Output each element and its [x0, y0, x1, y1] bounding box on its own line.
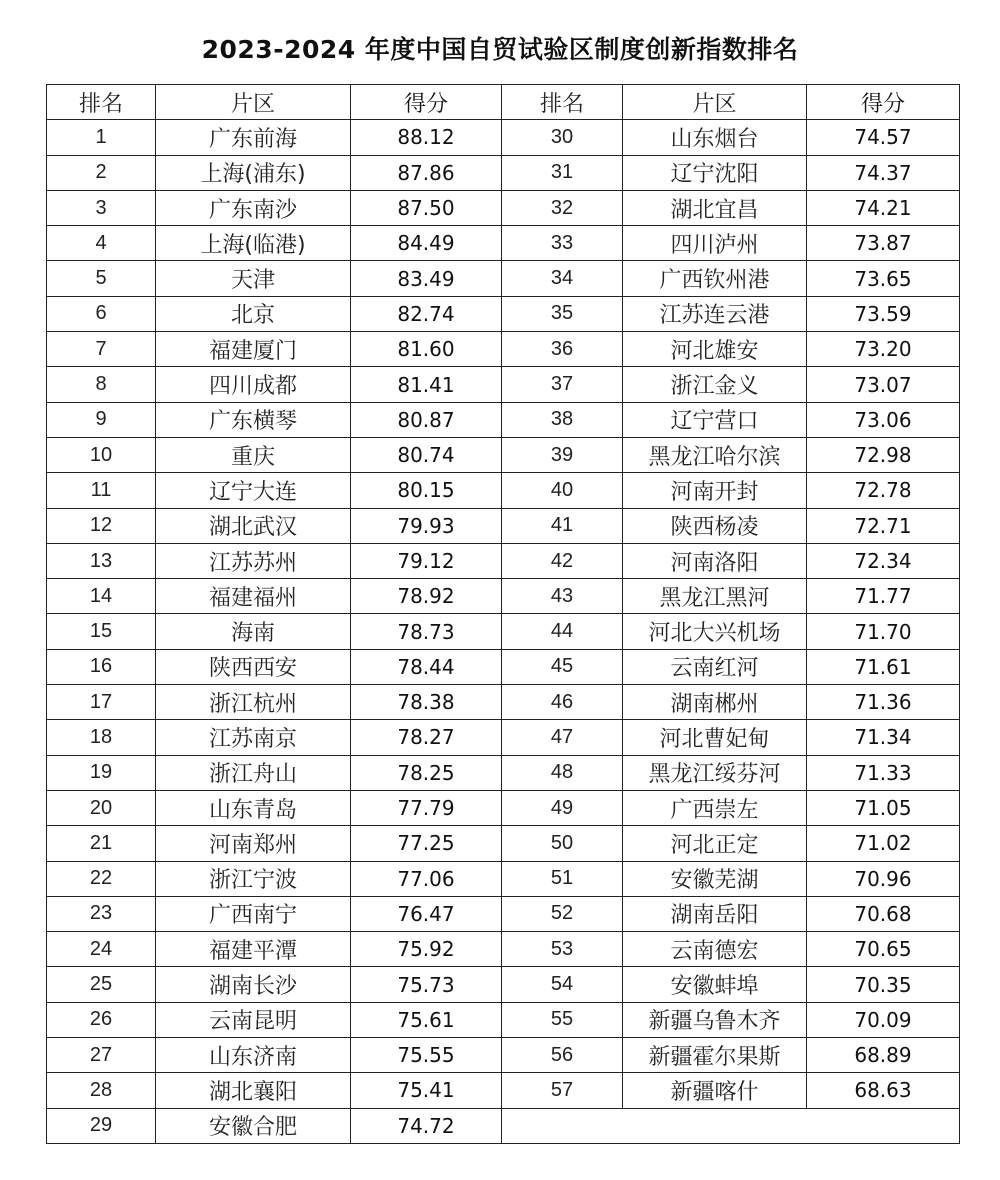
rank-cell: 4: [47, 226, 156, 261]
zone-name-cell: 湖北襄阳: [156, 1073, 351, 1108]
zone-name-cell: 广西崇左: [623, 790, 807, 825]
table-row: [47, 755, 960, 790]
table-row: [47, 508, 960, 543]
score-cell: 75.55: [351, 1038, 502, 1073]
score-cell: 70.68: [807, 896, 960, 931]
table-header-row: [47, 85, 960, 120]
table-row: [47, 367, 960, 402]
zone-name-cell: 山东烟台: [623, 120, 807, 155]
score-cell: 71.05: [807, 790, 960, 825]
zone-name-cell: 河北曹妃甸: [623, 720, 807, 755]
score-cell: 88.12: [351, 120, 502, 155]
rank-cell: 15: [47, 614, 156, 649]
score-cell: 73.07: [807, 367, 960, 402]
zone-name-cell: 重庆: [156, 437, 351, 472]
score-cell: 73.65: [807, 261, 960, 296]
rank-cell: 14: [47, 579, 156, 614]
zone-name-cell: 安徽合肥: [156, 1108, 351, 1143]
rank-cell: 31: [502, 155, 623, 190]
score-cell: 71.33: [807, 755, 960, 790]
table-row: [47, 614, 960, 649]
zone-name-cell: 湖南岳阳: [623, 896, 807, 931]
header-rank-right: 排名: [502, 85, 623, 120]
table-row: [47, 543, 960, 578]
zone-name-cell: 湖北武汉: [156, 508, 351, 543]
score-cell: 87.50: [351, 190, 502, 225]
table-row: [47, 437, 960, 472]
zone-name-cell: 陕西西安: [156, 649, 351, 684]
rank-cell: 51: [502, 861, 623, 896]
zone-name-cell: 辽宁大连: [156, 473, 351, 508]
zone-name-cell: 福建福州: [156, 579, 351, 614]
rank-cell: 45: [502, 649, 623, 684]
header-zone-left: 片区: [156, 85, 351, 120]
zone-name-cell: 河北正定: [623, 826, 807, 861]
empty-cell: [502, 1108, 960, 1143]
rank-cell: 8: [47, 367, 156, 402]
zone-name-cell: 上海(临港): [156, 226, 351, 261]
score-cell: 78.92: [351, 579, 502, 614]
table-row: [47, 155, 960, 190]
score-cell: 75.73: [351, 967, 502, 1002]
zone-name-cell: 北京: [156, 296, 351, 331]
score-cell: 78.73: [351, 614, 502, 649]
rank-cell: 50: [502, 826, 623, 861]
table-row: [47, 296, 960, 331]
rank-cell: 28: [47, 1073, 156, 1108]
zone-name-cell: 浙江杭州: [156, 685, 351, 720]
zone-name-cell: 河北雄安: [623, 332, 807, 367]
rank-cell: 9: [47, 402, 156, 437]
score-cell: 73.06: [807, 402, 960, 437]
rank-cell: 56: [502, 1038, 623, 1073]
table-row: [47, 332, 960, 367]
zone-name-cell: 四川泸州: [623, 226, 807, 261]
zone-name-cell: 上海(浦东): [156, 155, 351, 190]
score-cell: 70.35: [807, 967, 960, 1002]
score-cell: 87.86: [351, 155, 502, 190]
score-cell: 80.15: [351, 473, 502, 508]
rank-cell: 35: [502, 296, 623, 331]
zone-name-cell: 广东横琴: [156, 402, 351, 437]
score-cell: 73.59: [807, 296, 960, 331]
score-cell: 80.74: [351, 437, 502, 472]
score-cell: 73.20: [807, 332, 960, 367]
score-cell: 71.36: [807, 685, 960, 720]
zone-name-cell: 山东青岛: [156, 790, 351, 825]
score-cell: 72.34: [807, 543, 960, 578]
score-cell: 79.12: [351, 543, 502, 578]
rank-cell: 53: [502, 932, 623, 967]
rank-cell: 43: [502, 579, 623, 614]
table-row: [47, 190, 960, 225]
table-row: [47, 649, 960, 684]
zone-name-cell: 安徽蚌埠: [623, 967, 807, 1002]
table-row: [47, 402, 960, 437]
rank-cell: 13: [47, 543, 156, 578]
zone-name-cell: 江苏南京: [156, 720, 351, 755]
zone-name-cell: 黑龙江哈尔滨: [623, 437, 807, 472]
rank-cell: 44: [502, 614, 623, 649]
header-rank-left: 排名: [47, 85, 156, 120]
zone-name-cell: 福建厦门: [156, 332, 351, 367]
rank-cell: 30: [502, 120, 623, 155]
rank-cell: 48: [502, 755, 623, 790]
score-cell: 71.34: [807, 720, 960, 755]
rank-cell: 3: [47, 190, 156, 225]
zone-name-cell: 辽宁沈阳: [623, 155, 807, 190]
rank-cell: 40: [502, 473, 623, 508]
zone-name-cell: 四川成都: [156, 367, 351, 402]
rank-cell: 16: [47, 649, 156, 684]
zone-name-cell: 辽宁营口: [623, 402, 807, 437]
zone-name-cell: 浙江宁波: [156, 861, 351, 896]
zone-name-cell: 广东前海: [156, 120, 351, 155]
rank-cell: 55: [502, 1002, 623, 1037]
rank-cell: 22: [47, 861, 156, 896]
zone-name-cell: 广东南沙: [156, 190, 351, 225]
score-cell: 80.87: [351, 402, 502, 437]
zone-name-cell: 湖南郴州: [623, 685, 807, 720]
zone-name-cell: 浙江舟山: [156, 755, 351, 790]
score-cell: 68.63: [807, 1073, 960, 1108]
score-cell: 75.61: [351, 1002, 502, 1037]
table-row: [47, 685, 960, 720]
zone-name-cell: 云南德宏: [623, 932, 807, 967]
table-row: [47, 1108, 960, 1143]
table-row: [47, 1073, 960, 1108]
zone-name-cell: 江苏苏州: [156, 543, 351, 578]
table-row: [47, 579, 960, 614]
header-score-right: 得分: [807, 85, 960, 120]
rank-cell: 29: [47, 1108, 156, 1143]
zone-name-cell: 新疆喀什: [623, 1073, 807, 1108]
rank-cell: 11: [47, 473, 156, 508]
score-cell: 73.87: [807, 226, 960, 261]
ranking-table: [46, 84, 960, 1144]
score-cell: 72.71: [807, 508, 960, 543]
zone-name-cell: 广西钦州港: [623, 261, 807, 296]
rank-cell: 12: [47, 508, 156, 543]
table-row: [47, 826, 960, 861]
rank-cell: 57: [502, 1073, 623, 1108]
score-cell: 74.72: [351, 1108, 502, 1143]
table-row: [47, 932, 960, 967]
score-cell: 84.49: [351, 226, 502, 261]
zone-name-cell: 河南郑州: [156, 826, 351, 861]
zone-name-cell: 天津: [156, 261, 351, 296]
score-cell: 71.77: [807, 579, 960, 614]
rank-cell: 10: [47, 437, 156, 472]
zone-name-cell: 云南红河: [623, 649, 807, 684]
score-cell: 76.47: [351, 896, 502, 931]
score-cell: 81.60: [351, 332, 502, 367]
score-cell: 70.09: [807, 1002, 960, 1037]
rank-cell: 38: [502, 402, 623, 437]
rank-cell: 24: [47, 932, 156, 967]
rank-cell: 5: [47, 261, 156, 296]
table-row: [47, 861, 960, 896]
table-row: [47, 1038, 960, 1073]
zone-name-cell: 陕西杨凌: [623, 508, 807, 543]
score-cell: 78.25: [351, 755, 502, 790]
rank-cell: 46: [502, 685, 623, 720]
table-row: [47, 790, 960, 825]
rank-cell: 42: [502, 543, 623, 578]
score-cell: 70.65: [807, 932, 960, 967]
score-cell: 82.74: [351, 296, 502, 331]
rank-cell: 21: [47, 826, 156, 861]
rank-cell: 39: [502, 437, 623, 472]
score-cell: 78.27: [351, 720, 502, 755]
rank-cell: 20: [47, 790, 156, 825]
table-row: [47, 473, 960, 508]
zone-name-cell: 黑龙江黑河: [623, 579, 807, 614]
score-cell: 68.89: [807, 1038, 960, 1073]
zone-name-cell: 河北大兴机场: [623, 614, 807, 649]
rank-cell: 19: [47, 755, 156, 790]
table-row: [47, 1002, 960, 1037]
score-cell: 71.02: [807, 826, 960, 861]
zone-name-cell: 湖南长沙: [156, 967, 351, 1002]
score-cell: 75.41: [351, 1073, 502, 1108]
table-row: [47, 896, 960, 931]
score-cell: 74.57: [807, 120, 960, 155]
score-cell: 79.93: [351, 508, 502, 543]
zone-name-cell: 湖北宜昌: [623, 190, 807, 225]
zone-name-cell: 福建平潭: [156, 932, 351, 967]
zone-name-cell: 云南昆明: [156, 1002, 351, 1037]
rank-cell: 34: [502, 261, 623, 296]
zone-name-cell: 新疆霍尔果斯: [623, 1038, 807, 1073]
zone-name-cell: 海南: [156, 614, 351, 649]
rank-cell: 7: [47, 332, 156, 367]
score-cell: 83.49: [351, 261, 502, 296]
rank-cell: 54: [502, 967, 623, 1002]
rank-cell: 36: [502, 332, 623, 367]
score-cell: 74.37: [807, 155, 960, 190]
zone-name-cell: 浙江金义: [623, 367, 807, 402]
score-cell: 71.61: [807, 649, 960, 684]
rank-cell: 27: [47, 1038, 156, 1073]
header-score-left: 得分: [351, 85, 502, 120]
zone-name-cell: 安徽芜湖: [623, 861, 807, 896]
rank-cell: 6: [47, 296, 156, 331]
header-zone-right: 片区: [623, 85, 807, 120]
zone-name-cell: 山东济南: [156, 1038, 351, 1073]
rank-cell: 37: [502, 367, 623, 402]
table-row: [47, 261, 960, 296]
score-cell: 70.96: [807, 861, 960, 896]
rank-cell: 41: [502, 508, 623, 543]
rank-cell: 33: [502, 226, 623, 261]
score-cell: 81.41: [351, 367, 502, 402]
rank-cell: 23: [47, 896, 156, 931]
rank-cell: 18: [47, 720, 156, 755]
rank-cell: 17: [47, 685, 156, 720]
rank-cell: 26: [47, 1002, 156, 1037]
zone-name-cell: 河南开封: [623, 473, 807, 508]
zone-name-cell: 河南洛阳: [623, 543, 807, 578]
zone-name-cell: 新疆乌鲁木齐: [623, 1002, 807, 1037]
rank-cell: 49: [502, 790, 623, 825]
score-cell: 72.78: [807, 473, 960, 508]
page-title: 2023-2024 年度中国自贸试验区制度创新指数排名: [201, 35, 799, 64]
rank-cell: 1: [47, 120, 156, 155]
rank-cell: 52: [502, 896, 623, 931]
score-cell: 75.92: [351, 932, 502, 967]
zone-name-cell: 黑龙江绥芬河: [623, 755, 807, 790]
score-cell: 77.25: [351, 826, 502, 861]
score-cell: 77.79: [351, 790, 502, 825]
table-row: [47, 226, 960, 261]
score-cell: 78.44: [351, 649, 502, 684]
table-body: [47, 120, 960, 1144]
score-cell: 77.06: [351, 861, 502, 896]
table-row: [47, 967, 960, 1002]
table-row: [47, 120, 960, 155]
score-cell: 74.21: [807, 190, 960, 225]
rank-cell: 25: [47, 967, 156, 1002]
table-row: [47, 720, 960, 755]
score-cell: 78.38: [351, 685, 502, 720]
score-cell: 72.98: [807, 437, 960, 472]
rank-cell: 2: [47, 155, 156, 190]
score-cell: 71.70: [807, 614, 960, 649]
zone-name-cell: 广西南宁: [156, 896, 351, 931]
rank-cell: 32: [502, 190, 623, 225]
rank-cell: 47: [502, 720, 623, 755]
zone-name-cell: 江苏连云港: [623, 296, 807, 331]
